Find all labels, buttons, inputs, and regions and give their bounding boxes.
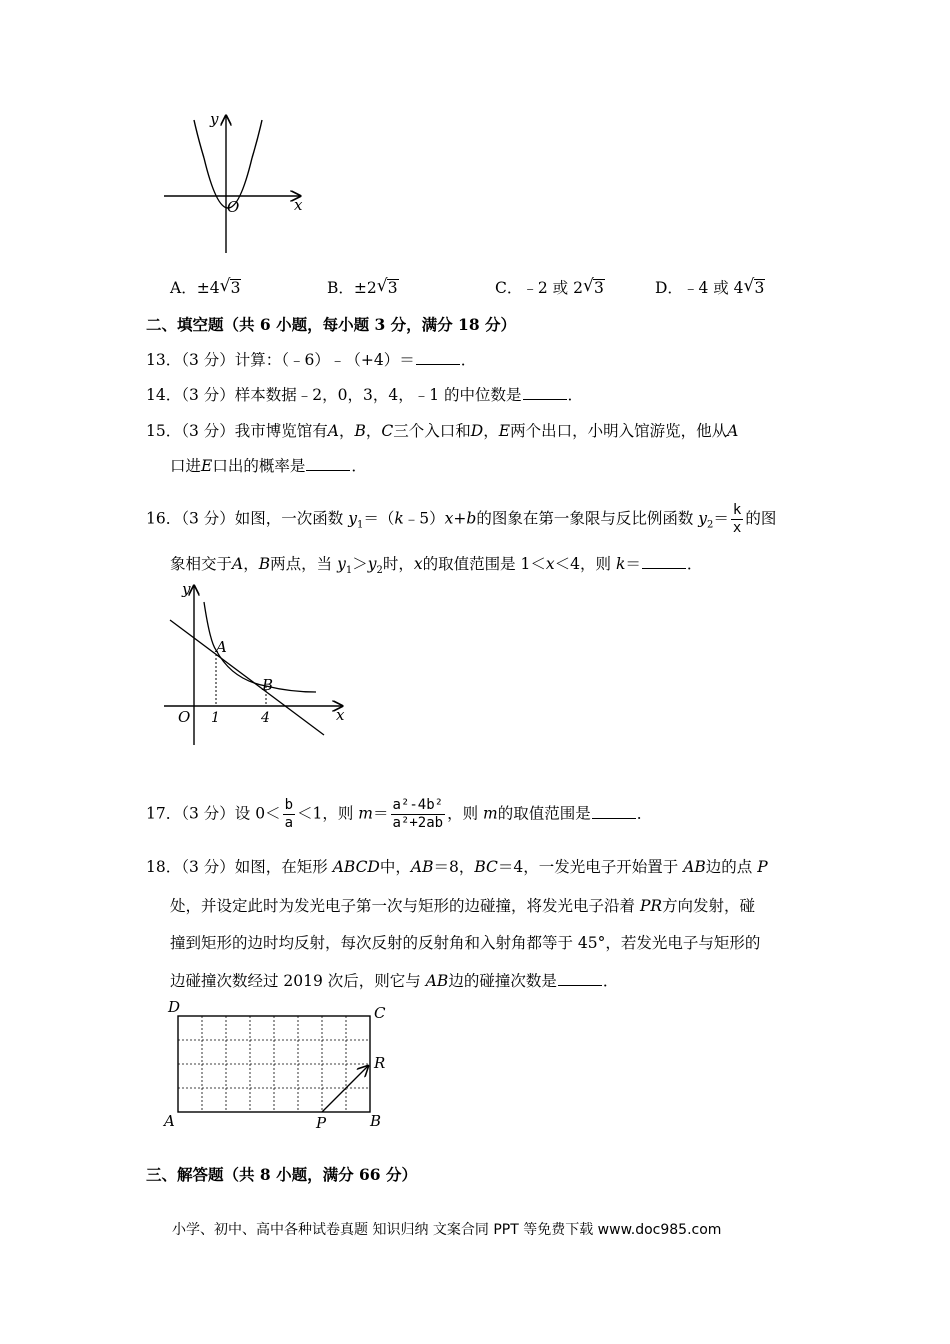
question-18-line-2: 处，并设定此时为发光电子第一次与矩形的边碰撞，将发光电子沿着 PR方向发射，碰 <box>170 897 756 915</box>
q12-option-c: C．﹣2 或 2√ 3 <box>495 278 605 298</box>
q18-grid <box>178 1016 370 1112</box>
q18-label-b: B <box>370 1112 382 1130</box>
q18-label-r: R <box>374 1054 386 1072</box>
q16-point-a-label: A <box>216 638 227 656</box>
q16-tick-1: 1 <box>211 710 220 726</box>
q16-point-b-label: B <box>262 676 274 694</box>
question-16-line-1: 16．（3 分）如图，一次函数 $y_1=(k﹣5)x+b$的图象在第一象限与反比例函数 $y_2=$ $\frac{k}{x}$ 的图 <box>146 502 777 536</box>
q16-origin-label: O <box>178 708 191 726</box>
answer-blank <box>416 350 460 365</box>
question-14: 14．（3 分）样本数据﹣2，0，3，4，﹣1 的中位数是 ． <box>146 386 584 404</box>
answer-blank <box>306 456 350 471</box>
q18-label-d: D <box>168 998 181 1016</box>
question-18-line-1: 18．（3 分）如图，在矩形 ABCD中，AB＝8，BC＝4，一发光电子开始置于 AB边的点 P <box>146 858 768 876</box>
answer-blank <box>523 385 567 400</box>
section-2-heading: 二、填空题（共 6 小题，每小题 3 分，满分 18 分） <box>146 315 517 334</box>
question-16-line-2: 象相交于A，B两点，当 $y_1>y_2$时，x的取值范围是 1＜x＜4，则 k＝ ． <box>170 555 703 577</box>
q16-line <box>170 620 324 735</box>
question-18-line-3: 撞到矩形的边时均反射，每次反射的反射角和入射角都等于 45°，若发光电子与矩形的 <box>170 934 761 952</box>
q12-option-a: A．±4√ 3 <box>170 278 241 298</box>
q12-option-d: D．﹣4 或 4√ 3 <box>655 278 765 298</box>
fraction-k-over-x: $\frac{k}{x}$ <box>732 502 742 536</box>
q12-y-label: y <box>210 110 219 128</box>
page-footer: 小学、初中、高中各种试卷真题 知识归纳 文案合同 PPT 等免费下载 www.doc985.com <box>172 1222 722 1238</box>
q16-y-label: y <box>182 580 191 598</box>
q12-parabola-figure <box>160 108 310 258</box>
question-15-line-1: 15．（3 分）我市博览馆有A，B，C三个入口和D，E两个出口，小明入馆游览，他从A <box>146 422 739 440</box>
q18-label-c: C <box>374 1004 386 1022</box>
q18-rectangle-figure <box>160 996 400 1136</box>
q12-origin-label: O <box>227 198 240 216</box>
q16-x-label: x <box>336 706 345 724</box>
question-18-line-4: 边碰撞次数经过 2019 次后，则它与 AB边的碰撞次数是 ． <box>170 972 619 990</box>
q12-option-b: B．±2√ 3 <box>327 278 399 298</box>
q18-label-p: P <box>316 1114 327 1132</box>
q16-tick-4: 4 <box>261 710 270 726</box>
q18-label-a: A <box>164 1112 175 1130</box>
question-13: 13．（3 分）计算：（﹣6）﹣（+4）＝ ． <box>146 351 477 369</box>
q16-function-figure <box>160 580 360 750</box>
fraction-b-over-a: $\frac{b}{a}$ <box>284 797 293 831</box>
question-17: 17．（3 分）设 0＜ $\frac{b}{a}$ ＜1，则 m＝ $\frac{\text{a²-4b²}}{\text{a²+2ab}}$ ，则 m的取值范围是 ． <box>146 797 653 831</box>
answer-blank <box>592 804 636 819</box>
question-15-line-2: 口进E口出的概率是 ． <box>170 457 367 475</box>
answer-blank <box>642 554 686 569</box>
answer-blank <box>558 971 602 986</box>
q18-arrow-pr <box>322 1066 368 1112</box>
q12-x-label: x <box>294 196 303 214</box>
fraction-m-expression: $\frac{\text{a²-4b²}}{\text{a²+2ab}}$ <box>392 797 444 831</box>
section-3-heading: 三、解答题（共 8 小题，满分 66 分） <box>146 1165 417 1184</box>
